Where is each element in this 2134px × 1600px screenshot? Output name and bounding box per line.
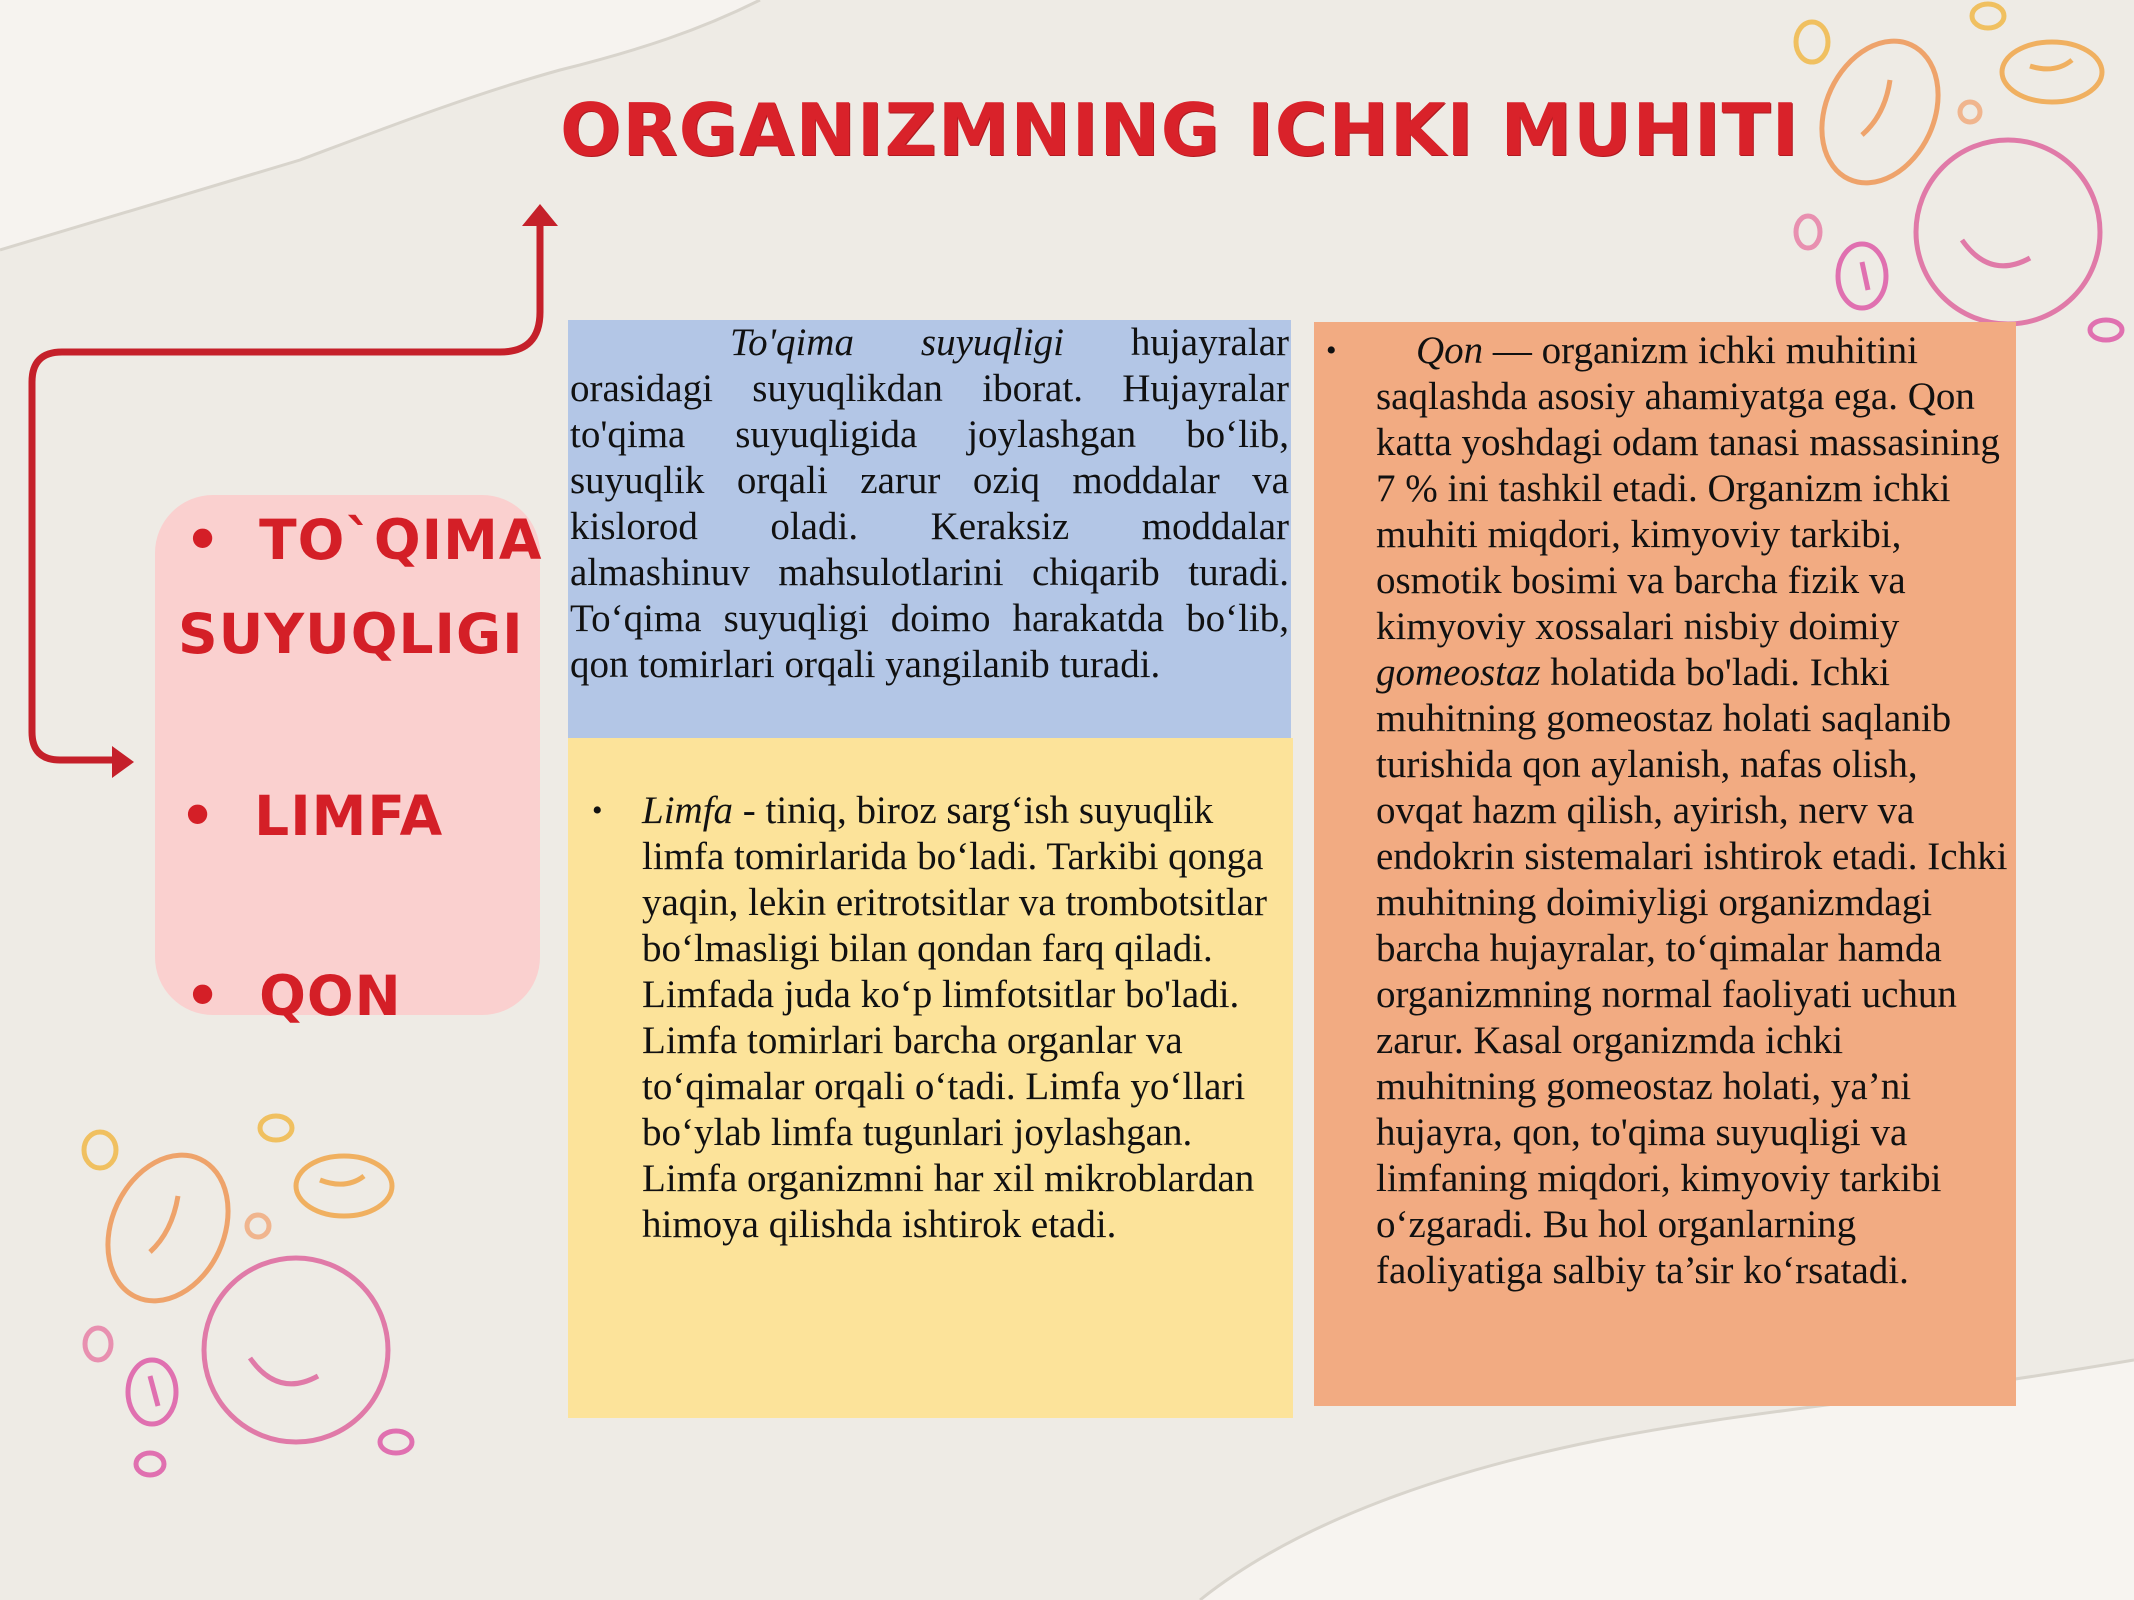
bullet: • [592, 794, 603, 827]
arrow-head-right [112, 746, 134, 778]
term-limfa: Limfa [642, 789, 734, 832]
list-item-label: TO`QIMA [259, 508, 543, 572]
blood-panel [1314, 322, 2016, 1406]
list-item-label: LIMFA [254, 784, 444, 848]
list-item-toqima-line2: SUYUQLIGI [178, 602, 524, 666]
term-toqima-suyuqligi: To'qima suyuqligi [730, 321, 1064, 364]
tissue-fluid-text: hujayralar orasidagi suyuqlikdan iborat. Hujayralar to'qima suyuqligida joylashgan bo‘lib, suyuqlik orqali zarur oziq moddalar va kislorod oladi. Keraksiz moddalar almashinuv mahsulotlarini chiqarib turadi. To‘qima suyuqligi doimo harakatda bo‘lib, qon tomirlari orqali yangilanib turadi. [570, 321, 1289, 686]
list-item-label: QON [259, 964, 402, 1028]
blood-text-part1: — organizm ichki muhitini saqlashda asosiy ahamiyatga ega. Qon katta yoshdagi odam tanasi massasining 7 % ini tashkil etadi. Organizm ichki muhiti miqdori, kimyoviy tarkibi, osmotik bosimi va barcha fizik va kimyoviy xossalari nisbiy doimiy [1376, 329, 2000, 648]
bullet: • [180, 784, 217, 848]
arrow-head-up [522, 204, 558, 226]
tissue-fluid-panel [568, 320, 1291, 738]
lymph-text: - tiniq, biroz sarg‘ish suyuqlik limfa tomirlarida bo‘ladi. Tarkibi qonga yaqin, lekin eritrotsitlar va trombotsitlar bo‘lmasligi bilan qondan farq qiladi. Limfada juda ko‘p limfotsitlar bo'ladi. Limfa tomirlari barcha organlar va to‘qimalar orqali o‘tadi. Limfa yo‘llari bo‘ylab limfa tugunlari joylashgan. Limfa organizmni har xil mikroblardan himoya qilishda ishtirok etadi. [642, 789, 1267, 1246]
lymph-panel [568, 738, 1293, 1418]
term-gomeostaz: gomeostaz [1376, 651, 1541, 694]
page-title: ORGANIZMNING ICHKI MUHITI [560, 88, 1800, 172]
bullet: • [185, 964, 222, 1028]
bullet: • [1326, 334, 1337, 367]
blood-text-part2: holatida bo'ladi. Ichki muhitning gomeostaz holati saqlanib turishida qon aylanish, nafas olish, ovqat hazm qilish, ayirish, nerv va endokrin sistemalari ishtirok etadi. Ichki muhitning doimiyligi organizmdagi barcha hujayralar, to‘qimalar hamda organizmning normal faoliyati uchun zarur. Kasal organizmda ichki muhitning gomeostaz holati, ya’ni hujayra, qon, to'qima suyuqligi va limfaning miqdori, kimyoviy tarkibi o‘zgaradi. Bu hol organlarning faoliyatiga salbiy ta’sir ko‘rsatadi. [1376, 651, 2008, 1292]
list-item-toqima [185, 494, 542, 586]
list-item-qon [185, 950, 402, 1042]
term-qon: Qon [1416, 329, 1484, 372]
list-item-limfa [180, 770, 443, 862]
bubbles-top-right [1796, 4, 2122, 340]
bullet: • [185, 508, 222, 572]
bubbles-bottom-left [84, 1116, 412, 1475]
